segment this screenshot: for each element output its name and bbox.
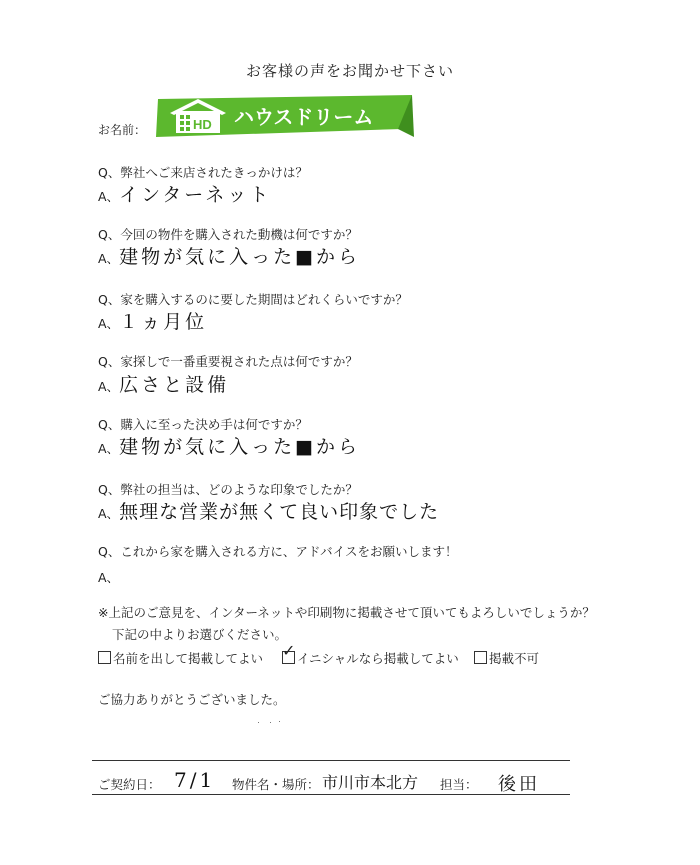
answer-3-text: １ヵ月位 <box>119 311 208 333</box>
question-1: Q、弊社へご来店されたきっかけは？ <box>98 165 308 180</box>
option-label: イニシャルなら掲載してよい <box>297 651 459 666</box>
option-name-ok[interactable] <box>98 649 263 667</box>
contract-date-label: ご契約日： <box>98 777 161 792</box>
answer-1 <box>98 180 271 207</box>
option-label: 掲載不可 <box>489 651 540 666</box>
staff-value: 後田 <box>498 774 540 795</box>
page-title: お客様の声をお聞かせ下さい <box>245 62 454 80</box>
question-4: Q、家探しで一番重要視された点は何ですか？ <box>98 354 358 369</box>
answer-4 <box>98 370 229 397</box>
question-5: Q、購入に至った決め手は何ですか？ <box>98 417 308 432</box>
answer-prefix: A、 <box>98 316 120 331</box>
answer-6 <box>98 497 439 524</box>
checkbox[interactable] <box>98 651 111 664</box>
logo-letters: HD <box>193 117 212 132</box>
answer-prefix: A、 <box>98 189 120 204</box>
answer-4-text: 広さと設備 <box>119 374 230 396</box>
thanks-message: ご協力ありがとうございました。 <box>98 692 286 707</box>
answer-2-text: 建物が気に入った■から <box>119 246 361 268</box>
checkbox-checked[interactable] <box>282 641 296 664</box>
option-no-publish[interactable] <box>474 649 539 667</box>
consent-question: ※上記のご意見を、インターネットや印刷物に掲載させて頂いてもよろしいでしょうか？ <box>98 605 595 620</box>
staff-label: 担当： <box>440 777 478 792</box>
property-value: 市川市本北方 <box>322 773 419 792</box>
answer-3 <box>98 307 207 334</box>
answer-1-text: インターネット <box>119 184 272 206</box>
answer-5 <box>98 432 360 459</box>
consent-instruction: 下記の中よりお選びください。 <box>112 627 288 642</box>
answer-prefix: A、 <box>98 251 120 266</box>
footer-top-rule <box>92 760 570 761</box>
answer-prefix: A、 <box>98 506 120 521</box>
logo-text: ハウスドリーム <box>234 105 374 129</box>
question-2: Q、今回の物件を購入された動機は何ですか？ <box>98 227 358 242</box>
answer-6-text: 無理な営業が無くて良い印象でした <box>119 501 440 523</box>
answer-7 <box>98 565 119 587</box>
option-initials-ok[interactable] <box>282 641 459 667</box>
answer-5-text: 建物が気に入った■から <box>119 436 361 458</box>
question-7: Q、これから家を購入される方に、アドバイスをお願いします！ <box>98 544 458 559</box>
question-6: Q、弊社の担当は、どのような印象でしたか？ <box>98 482 358 497</box>
answer-2 <box>98 242 360 269</box>
option-label: 名前を出して掲載してよい <box>113 651 264 666</box>
house-dream-logo <box>150 93 415 141</box>
contract-date-value: 7/1 <box>174 768 216 792</box>
checkmark-icon: ✓ <box>282 641 296 660</box>
answer-prefix: A、 <box>98 570 120 585</box>
question-3: Q、家を購入するのに要した期間はどれくらいですか？ <box>98 292 408 307</box>
property-label: 物件名・場所： <box>232 777 320 792</box>
name-label: お名前： <box>98 123 147 137</box>
checkbox[interactable] <box>474 651 487 664</box>
answer-prefix: A、 <box>98 441 120 456</box>
answer-prefix: A、 <box>98 379 120 394</box>
